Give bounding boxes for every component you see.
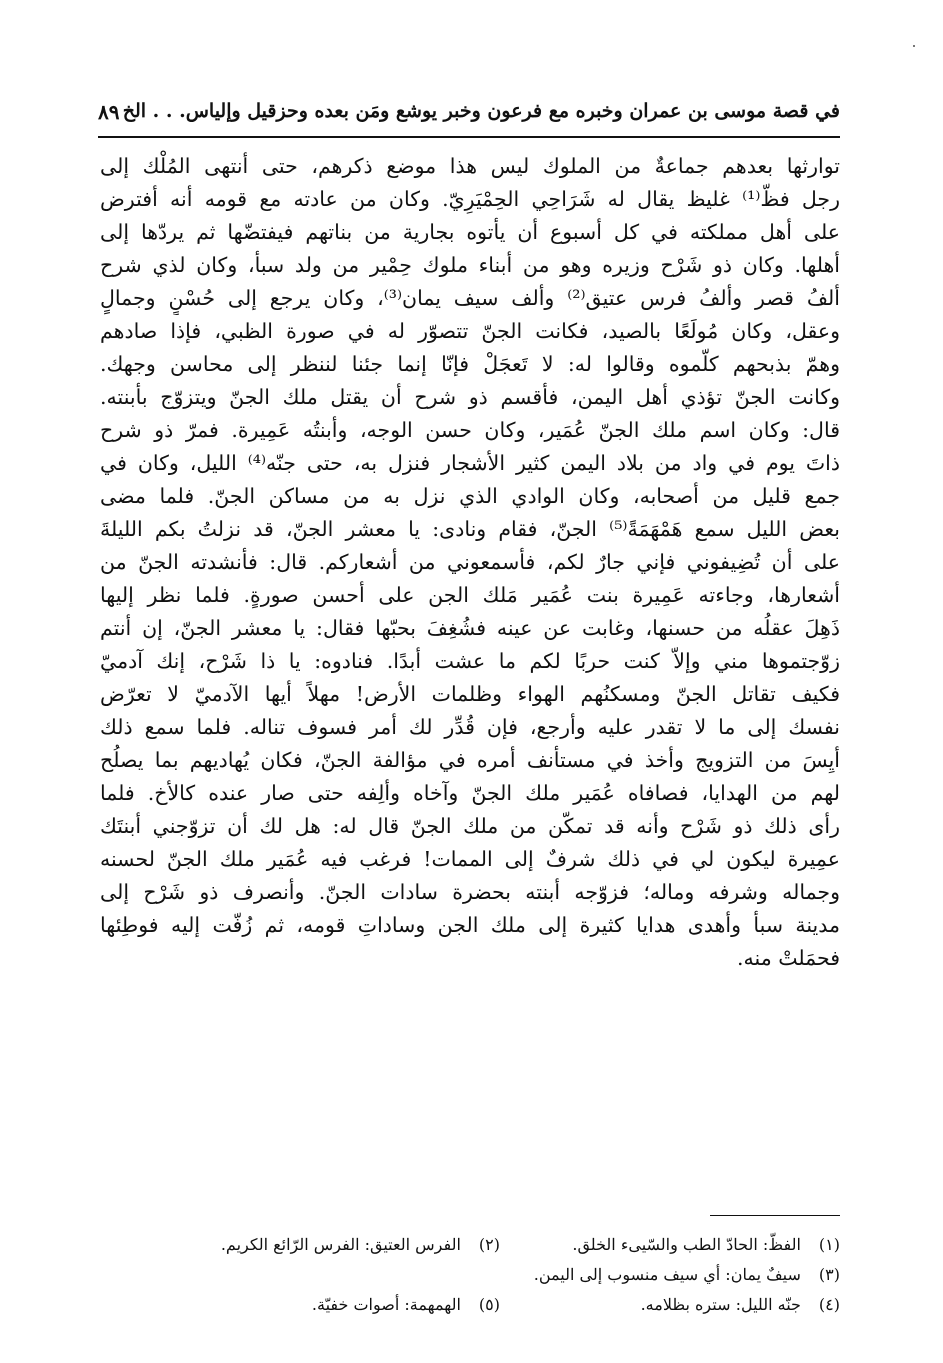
- footnote-5: [160, 1290, 500, 1320]
- footnote-4: [500, 1290, 840, 1320]
- text-line: ألفُ قصر وألفُ فرس عتيق⁽²⁾ وألف سيف يمان⁽³⁾، وكان يرجع إلى حُسْنٍ وجمالٍ: [100, 286, 840, 310]
- text-line: نفسك إلى ما لا تقدر عليه وأرجع، فإن قُدِّر لك أمر فسوف تناله. فلما سمع ذلك: [100, 715, 840, 739]
- text-line: عمِيرة ليكون لي في ذلك شرفٌ إلى الممات! فرغب فيه عُمَير ملك الجنّ لحسنه: [100, 847, 840, 871]
- text-line: بعض الليل سمع هَمْهَمَةً⁽⁵⁾ الجنّ، فقام ونادى: يا معشر الجنّ، قد نزلتُ بكم الليلةَ: [100, 517, 840, 541]
- text-line: أيِسَ من التزويج وأخذ في مستأنف أمره في مؤالفة الجنّ، فكان يُهاديهم بما يصلُح: [100, 748, 840, 772]
- text-line: على أهل مملكته في كل أسبوع أن يأتوه بجارية من بناتهم فيفتضّها ثم يردّها إلى: [100, 220, 840, 244]
- main-text: [100, 150, 840, 975]
- footnote-3: [534, 1260, 840, 1290]
- footnote-text: الفظّ: الحادّ الطب والسّيىء الخلق.: [572, 1235, 801, 1254]
- footnote-number: (١): [818, 1235, 840, 1254]
- footnote-row: [160, 1290, 840, 1320]
- text-line: زوّجتموها مني وإلاّ كنت حربًا لكم ما عشت أبدًا. فنادوه: يا ذا شَرْح، إنك آدميّ: [100, 649, 840, 673]
- text-line: رجل فظّ⁽¹⁾ غليظ يقال له شَرَاحِي الحِمْيَرِيّ. وكان من عادته مع قومه أنه أفترض: [100, 187, 840, 211]
- text-line: وجماله وشرفه وماله؛ فزوّجه أبنته بحضرة سادات الجنّ. وأنصرف ذو شَرْح إلى: [100, 880, 840, 904]
- footnote-number: (٥): [478, 1295, 500, 1314]
- text-line: ذَهِلَ عقلُه من حسنها، وغابت عن عينه فشُغِفَ بحبّها فقال: يا معشر الجنّ، إن أنتم: [100, 616, 840, 640]
- footnote-1: [500, 1230, 840, 1260]
- footnote-text: جنّه الليل: ستره بظلامه.: [640, 1295, 801, 1314]
- footnote-text: الفرس العتيق: الفرس الرّائع الكريم.: [220, 1235, 461, 1254]
- footnotes: [160, 1230, 840, 1320]
- text-line: مدينة سبأ وأهدى هدايا كثيرة إلى ملك الجن وساداتِ قومه، ثم زُفّت إليه فوطِئها: [100, 913, 840, 937]
- text-line: أهلها. وكان ذو شَرْح وزيره وهو من أبناء ملوك حِمْير من ولد سبأ، وكان لذي شرح: [100, 253, 840, 277]
- footnote-2: [160, 1230, 500, 1260]
- footnote-separator: [710, 1215, 840, 1216]
- footnote-row: [160, 1230, 840, 1260]
- text-line: توارثها بعدهم جماعةٌ من الملوك ليس هذا موضع ذكرهم، حتى أنتهى المُلْك إلى: [100, 154, 840, 178]
- text-line: وهمّ بذبحهم كلّموه وقالوا له: لا تَعجَلْ فإنّا إنما جئنا لننظر إلى محاسن وجهك.: [100, 352, 840, 376]
- text-line: رأى ذلك ذو شَرْح وأنه قد تمكّن من ملك الجنّ قال له: هل لك أن تزوّجني أبنتَك: [100, 814, 840, 838]
- footnote-number: (٢): [478, 1235, 500, 1254]
- text-line: وعقل، وكان مُولَعًا بالصيد، فكانت الجنّ تتصوّر له في صورة الظبي، فإذا صادهم: [100, 319, 840, 343]
- text-line: ذاتَ يوم في واد من بلاد اليمن كثير الأشجار فنزل به، حتى جنّه⁽⁴⁾ الليل، وكان في: [100, 451, 840, 475]
- text-line: وكانت الجنّ تؤذي أهل اليمن، فأقسم ذو شرح أن يقتل ملك الجنّ ويتزوّج بأبنته.: [100, 385, 840, 409]
- footnote-number: (٣): [818, 1265, 840, 1284]
- text-line: لهم من الهدايا، فصافاه عُمَير ملك الجنّ وآخاه وألِفه حتى صار عنده كالأخ. فلما: [100, 781, 840, 805]
- text-line: أشعارها، وجاءته عَمِيرة بنت عُمَير مَلك الجن على أحسن صورةٍ. فلما نظر إليها: [100, 583, 840, 607]
- text-line: فحمَلتْ منه.: [737, 946, 840, 970]
- text-line: فكيف تقاتل الجنّ ومسكنُهم الهواء وظلمات الأرض! مهلاً أيها الآدميّ لا تعرّض: [100, 682, 840, 706]
- footnote-text: الهمهمة: أصوات خفيّة.: [311, 1295, 461, 1314]
- page-number: ٨٩: [98, 100, 120, 124]
- footnote-number: (٤): [818, 1295, 840, 1314]
- text-line: جمع قليل من أصحابه، وكان الوادي الذي نزل به من مساكن الجنّ. فلما مضى: [100, 484, 840, 508]
- scan-speck: [913, 45, 915, 47]
- footnote-text: سيفٌ يمان: أي سيف منسوب إلى اليمن.: [533, 1265, 801, 1284]
- running-header-title: في قصة موسى بن عمران وخبره مع فرعون وخبر يوشع ومَن بعده وحزقيل وإلياس. . . الخ: [122, 100, 840, 122]
- footnote-row: [160, 1260, 840, 1290]
- text-line: قال: وكان اسم ملك الجنّ عُمَير، وكان حسن الوجه، وأبنتُه عَمِيرة. فمرّ ذو شرح: [100, 418, 840, 442]
- running-header: [98, 96, 840, 138]
- text-line: على أن تُضِيفوني فإني جارٌ لكم، فأسمعوني من أشعاركم. قال: فأنشدته الجنّ من: [100, 550, 840, 574]
